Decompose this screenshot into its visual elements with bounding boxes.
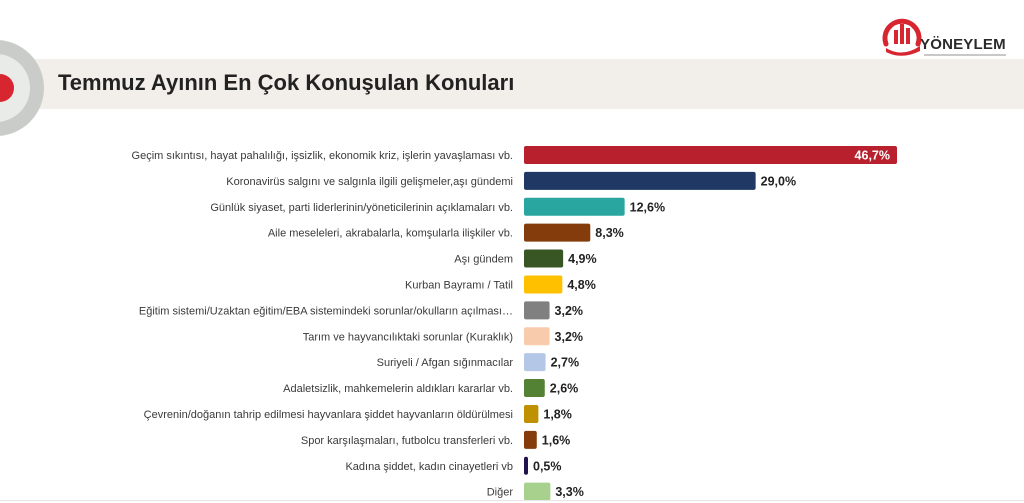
bar [524,405,538,423]
category-label: Geçim sıkıntısı, hayat pahalılığı, işsizlik, ekonomik kriz, işlerin yavaşlaması vb. [131,149,513,162]
value-label: 29,0% [760,174,797,189]
category-label: Eğitim sistemi/Uzaktan eğitim/EBA sistemindeki sorunlar/okulların açılması… [138,305,513,318]
bar [524,172,756,190]
bar [524,483,550,501]
value-label: 12,6% [629,200,666,215]
value-label: 4,8% [567,277,596,292]
bar [524,379,545,397]
value-label: 0,5% [533,459,562,474]
bottom-divider [0,500,1024,501]
logo-text: YÖNEYLEM [920,36,1006,53]
category-label: Suriyeli / Afgan sığınmacılar [376,357,513,370]
value-label: 1,6% [541,433,571,448]
value-label: 3,2% [554,329,584,344]
category-label: Kurban Bayramı / Tatil [404,279,513,292]
value-label: 3,3% [555,485,584,500]
category-label: Diğer [486,486,513,499]
page-title: Temmuz Ayının En Çok Konuşulan Konuları [58,70,515,95]
bar [524,431,537,449]
bar [524,457,528,475]
category-label: Tarım ve hayvancılıktaki sorunlar (Kuraklık) [302,331,513,344]
value-label: 2,7% [550,355,580,370]
category-label: Kadına şiddet, kadın cinayetleri vb [345,460,513,473]
bar [524,146,897,164]
category-label: Adaletsizlik, mahkemelerin aldıkları kararlar vb. [283,383,513,396]
category-label: Aşı gündem [454,253,513,266]
value-label: 2,6% [549,381,579,396]
bar [524,198,625,216]
category-label: Günlük siyaset, parti liderlerinin/yöneticilerinin açıklamaları vb. [210,201,513,214]
category-label: Koronavirüs salgını ve salgınla ilgili gelişmeler,aşı gündemi [226,175,513,188]
category-label: Aile meseleleri, akrabalarla, komşularla ilişkiler vb. [267,227,513,240]
horizontal-bar-chart [0,130,1024,502]
bar [524,301,550,319]
bar [524,250,563,268]
bar [524,327,550,345]
logo-subtitle-line [924,54,1006,56]
value-label: 46,7% [854,148,890,163]
yoneylem-logo [880,14,1010,62]
category-label: Spor karşılaşmaları, futbolcu transferleri vb. [300,434,513,447]
value-label: 3,2% [554,303,584,318]
bar [524,275,562,293]
bar [524,224,590,242]
category-label: Çevrenin/doğanın tahrip edilmesi hayvanlara şiddet hayvanların öldürülmesi [143,408,513,421]
bar [524,353,546,371]
value-label: 1,8% [543,407,572,422]
value-label: 4,9% [568,252,597,267]
value-label: 8,3% [595,226,624,241]
